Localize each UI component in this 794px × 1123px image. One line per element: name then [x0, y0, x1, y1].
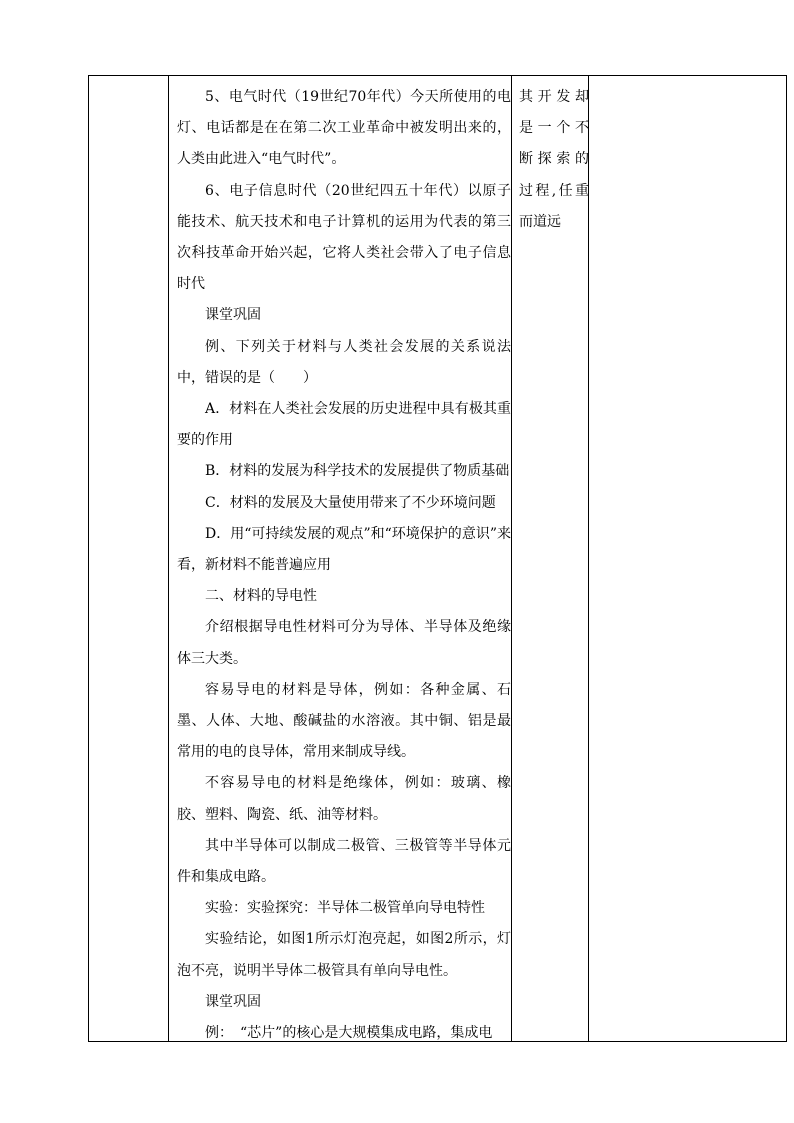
section-heading-conductivity: 二、材料的导电性 — [205, 588, 317, 605]
column-divider-2 — [511, 76, 512, 1041]
example-question-1: 例、下列关于材料与人类社会发展的关系说法中，错误的是（ ） — [177, 338, 511, 386]
side-line-3: 断探索的 — [519, 151, 589, 168]
paragraph-classification: 介绍根据导电性材料可分为导体、半导体及绝缘体三大类。 — [177, 619, 511, 667]
paragraph-insulators: 不容易导电的材料是绝缘体，例如：玻璃、橡胶、塑料、陶瓷、纸、油等材料。 — [177, 775, 511, 823]
side-line-4: 过程,任重 — [519, 182, 589, 199]
option-b: B．材料的发展为科学技术的发展提供了物质基础 — [205, 463, 510, 480]
heading-class-review-2: 课堂巩固 — [205, 993, 261, 1010]
paragraph-semiconductors: 其中半导体可以制成二极管、三极管等半导体元件和集成电路。 — [177, 837, 511, 886]
option-d: D．用“可持续发展的观点”和“环境保护的意识”来看，新材料不能普遍应用 — [177, 525, 511, 574]
example-question-2: 例： “芯片”的核心是大规模集成电路，集成电 — [205, 1025, 493, 1042]
side-line-2: 是一个不 — [519, 120, 589, 137]
paragraph-conductors: 容易导电的材料是导体，例如：各种金属、石墨、人体、大地、酸碱盐的水溶液。其中铜、铝是最常用的电的良导体，常用来制成导线。 — [177, 681, 511, 761]
side-line-1: 其开发却 — [519, 89, 589, 105]
paragraph-experiment-conclusion: 实验结论，如图1所示灯泡亮起，如图2所示，灯泡不亮，说明半导体二极管具有单向导电性。 — [177, 931, 511, 979]
paragraph-experiment: 实验：实验探究：半导体二极管单向导电特性 — [205, 900, 485, 917]
paragraph-electric-era: 5、电气时代（19世纪70年代）今天所使用的电灯、电话都是在在第二次工业革命中被发明出来的，人类由此进入“电气时代”。 — [177, 89, 511, 168]
lesson-table — [88, 75, 787, 1042]
paragraph-electronic-info-era: 6、电子信息时代（20世纪四五十年代）以原子能技术、航天技术和电子计算机的运用为代表的第三次科技革命开始兴起，它将人类社会带入了电子信息时代 — [177, 182, 511, 293]
teaching-content-cell — [177, 82, 511, 1049]
heading-class-review-1: 课堂巩固 — [205, 307, 261, 324]
option-c: C．材料的发展及大量使用带来了不少环境问题 — [205, 494, 496, 511]
option-a: A．材料在人类社会发展的历史进程中具有极其重要的作用 — [177, 401, 511, 449]
side-line-5: 而道远 — [519, 213, 561, 230]
column-divider-1 — [168, 76, 169, 1041]
design-intent-cell — [519, 82, 589, 238]
